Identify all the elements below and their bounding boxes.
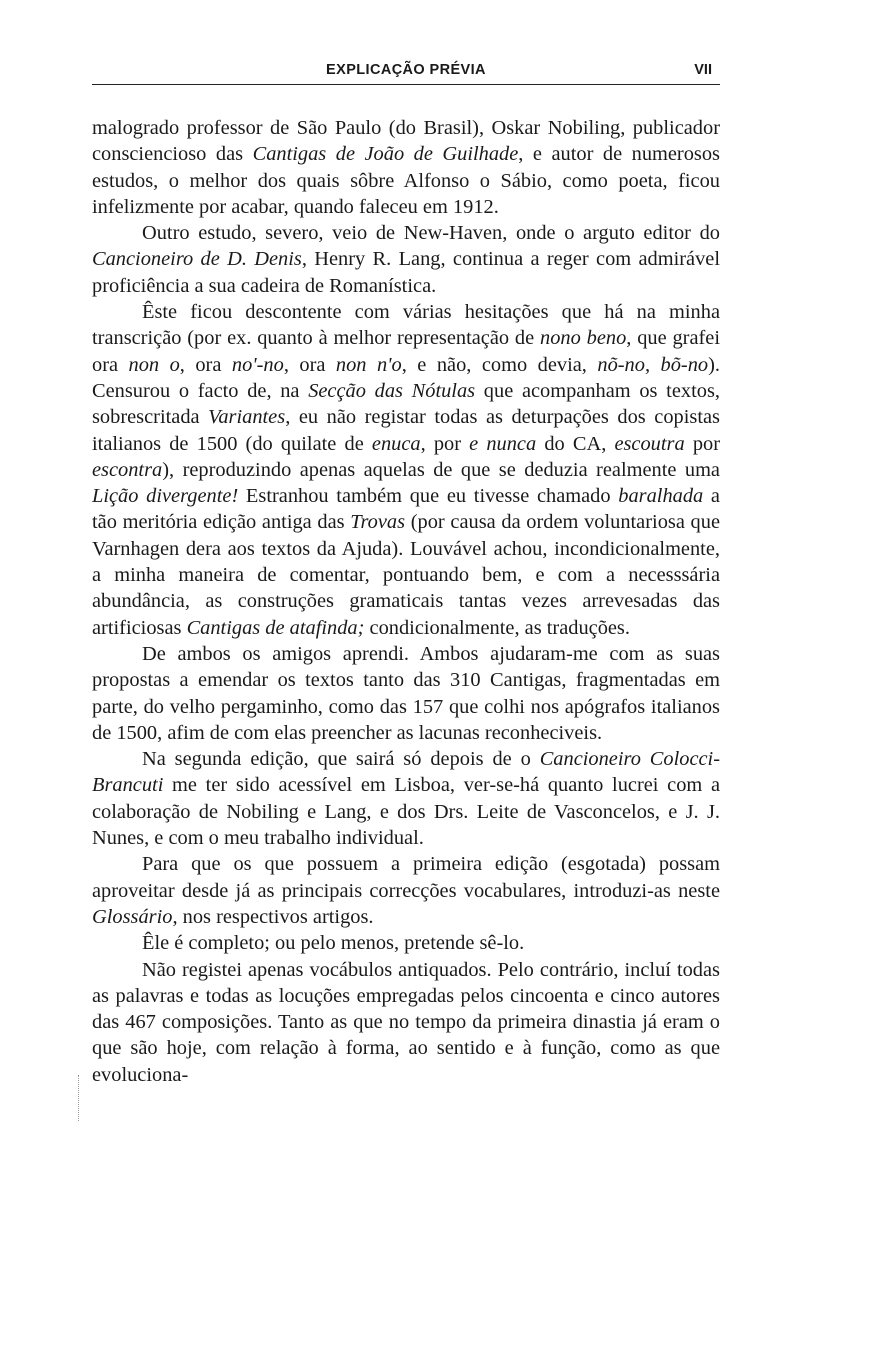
italic-text: escontra bbox=[92, 458, 163, 481]
text-run: , e não, como devia, bbox=[401, 353, 598, 376]
italic-text: e nunca bbox=[469, 432, 537, 455]
text-run: , ora bbox=[283, 353, 336, 376]
text-run: Outro estudo, severo, veio de New-Haven, onde o arguto editor do bbox=[142, 222, 720, 245]
italic-text: no'-no bbox=[231, 353, 284, 376]
italic-text: nõ-no, bõ-no bbox=[597, 353, 709, 376]
text-run: a tão meritória edição antiga das bbox=[92, 485, 720, 534]
italic-text: Cancioneiro de D. Denis bbox=[92, 248, 302, 271]
text-run: , Henry R. Lang, continua a reger com admirável proficiência a sua cadeira de Romanística. bbox=[92, 248, 720, 297]
paragraph bbox=[92, 851, 720, 930]
text-run: , que grafei ora bbox=[92, 327, 721, 376]
text-run: Não registei apenas vocábulos antiquados. Pelo contrário, incluí todas as palavras e todas as locuções empregadas pelos cincoenta e cinco autores das 467 composições. Tanto as que no tempo da primeira dinastia já eram o que são hoje, com relação à forma, ao sentido e à função, como as que evoluciona- bbox=[92, 958, 720, 1086]
italic-text: Cancioneiro Colocci-Brancuti bbox=[92, 748, 720, 797]
text-run: , por bbox=[420, 432, 470, 455]
italic-text: Trovas bbox=[350, 511, 406, 534]
paragraph bbox=[92, 746, 720, 851]
text-run: do CA, bbox=[536, 432, 615, 455]
paragraph bbox=[92, 641, 720, 746]
book-page bbox=[92, 58, 732, 1088]
italic-text: enuca bbox=[371, 432, 421, 455]
paragraph bbox=[92, 220, 720, 299]
text-run: , nos respectivos artigos. bbox=[172, 905, 374, 928]
text-run: por bbox=[684, 432, 720, 455]
italic-text: non n'o bbox=[335, 353, 402, 376]
body-text bbox=[92, 115, 720, 1088]
text-run: Na segunda edição, que sairá só depois de o bbox=[142, 748, 540, 771]
running-title: EXPLICAÇÃO PRÉVIA bbox=[326, 62, 486, 78]
italic-text: Secção das Nótulas bbox=[308, 379, 476, 402]
italic-text: escoutra bbox=[614, 432, 685, 455]
text-run: , e autor de numerosos estudos, o melhor dos quais sôbre Alfonso o Sábio, como poeta, ficou infelizmente por acabar, quando faleceu em 1912. bbox=[92, 143, 720, 218]
text-run: que acompanham os textos, sobrescritada bbox=[92, 379, 720, 429]
text-run: Para que os que possuem a primeira edição (esgotada) possam aproveitar desde já as principais correcções vocabulares, introduzi-as neste bbox=[92, 853, 720, 902]
text-run: me ter sido acessível em Lisboa, ver-se-há quanto lucrei com a colaboração de Nobiling e Lang, e dos Drs. Leite de Vasconcelos, e J. J. Nunes, e com o meu trabalho individual. bbox=[92, 774, 720, 850]
text-run: Êste ficou descontente com várias hesitações que há na minha transcrição (por ex. quanto à melhor representação de bbox=[92, 301, 720, 350]
text-run: (por causa da ordem voluntariosa que Varnhagen dera aos textos da Ajuda). Louvável achou, incondicionalmente, a minha maneira de comentar, pontuando bem, e com a necesssária abundância, as construções gramaticais tantas vezes arrevesadas das artificiosas bbox=[92, 511, 720, 639]
text-run: Estranhou também que eu tivesse chamado bbox=[238, 485, 619, 508]
page-number: VII bbox=[694, 62, 712, 78]
italic-text: Variantes bbox=[208, 406, 286, 429]
text-run: De ambos os amigos aprendi. Ambos ajudaram-me com as suas propostas a emendar os textos tanto das 310 Cantigas, fragmentadas em parte, do velho pergaminho, como das 157 que colhi nos apógrafos italianos de 1500, afim de com elas preencher as lacunas reconheciveis. bbox=[92, 642, 720, 744]
text-run: ), reproduzindo apenas aquelas de que se deduzia realmente uma bbox=[162, 458, 720, 481]
paragraph bbox=[92, 299, 720, 641]
paragraph bbox=[92, 930, 720, 956]
italic-text: Cantigas de atafinda; bbox=[186, 616, 365, 639]
text-run: , ora bbox=[179, 353, 232, 376]
italic-text: Cantigas de João de Guilhade bbox=[252, 143, 519, 166]
text-run: condicionalmente, as traduções. bbox=[364, 616, 630, 639]
italic-text: non o bbox=[128, 353, 180, 376]
italic-text: nono beno bbox=[540, 327, 627, 350]
paragraph bbox=[92, 957, 720, 1088]
margin-mark bbox=[78, 1075, 81, 1121]
italic-text: Lição divergente! bbox=[92, 485, 239, 508]
italic-text: Glossário bbox=[92, 905, 173, 928]
text-run: , eu não registar todas as deturpações dos copistas italianos de 1500 (do quilate de bbox=[92, 406, 720, 455]
text-run: ). Censurou o facto de, na bbox=[92, 353, 720, 402]
paragraph bbox=[92, 115, 720, 220]
running-head bbox=[92, 58, 720, 85]
text-run: Êle é completo; ou pelo menos, pretende sê-lo. bbox=[142, 932, 525, 955]
italic-text: baralhada bbox=[618, 485, 704, 508]
text-run: malogrado professor de São Paulo (do Brasil), Oskar Nobiling, publicador consciencioso das bbox=[92, 117, 720, 166]
